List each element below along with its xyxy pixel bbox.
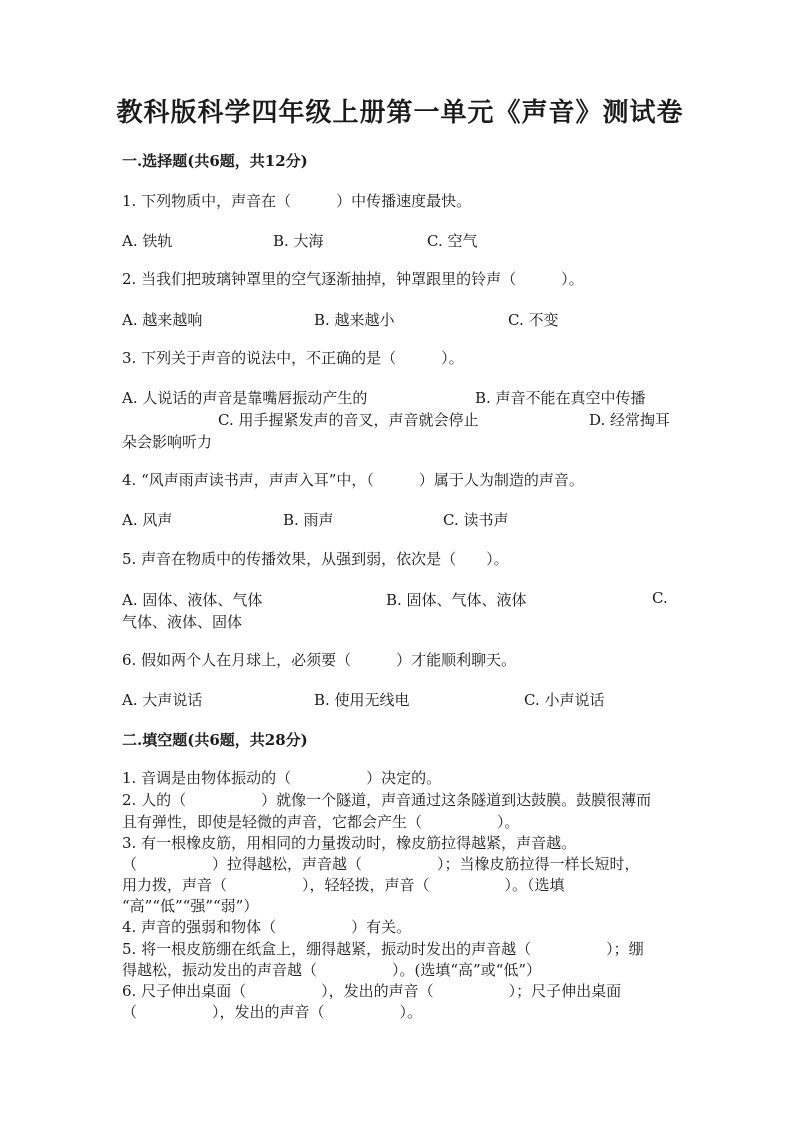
q6-option-c: C. 小声说话	[524, 691, 605, 709]
q5-option-c: C.	[652, 589, 668, 607]
q2-option-b: B. 越来越小	[314, 311, 395, 329]
fill-line-6: 用力拨，声音（ ），轻轻拨，声音（ ）。（选填	[122, 876, 565, 894]
fill-line-11: 6. 尺子伸出桌面（ ），发出的声音（ ）；尺子伸出桌面	[122, 982, 622, 1000]
q1-option-c: C. 空气	[427, 232, 478, 250]
fill-line-8: 4. 声音的强弱和物体（ ）有关。	[122, 918, 412, 936]
question-1: 1. 下列物质中，声音在（ ）中传播速度最快。	[122, 192, 472, 210]
q4-option-a: A. 风声	[122, 511, 173, 529]
question-5: 5. 声音在物质中的传播效果，从强到弱，依次是（ ）。	[122, 550, 509, 568]
q2-option-a: A. 越来越响	[122, 311, 203, 329]
q6-option-b: B. 使用无线电	[314, 691, 410, 709]
question-4: 4. “风声雨声读书声，声声入耳”中，（ ）属于人为制造的声音。	[122, 471, 584, 489]
q5-option-c-continued: 气体、液体、固体	[122, 613, 243, 631]
q3-option-b: B. 声音不能在真空中传播	[475, 389, 646, 407]
q3-option-c: C. 用手握紧发声的音叉，声音就会停止	[218, 411, 479, 429]
page-title: 教科版科学四年级上册第一单元《声音》测试卷	[116, 98, 684, 128]
fill-line-12: （ ），发出的声音（ ）。	[122, 1003, 423, 1021]
fill-line-9: 5. 将一根皮筋绷在纸盒上，绷得越紧，振动时发出的声音越（ ）；绷	[122, 940, 644, 958]
q3-option-d: D. 经常掏耳	[589, 411, 671, 429]
question-6: 6. 假如两个人在月球上，必须要（ ）才能顺利聊天。	[122, 651, 517, 669]
q3-option-d-continued: 朵会影响听力	[122, 433, 213, 451]
section-heading-choice: 一.选择题(共6题，共12分)	[122, 152, 308, 170]
fill-line-4: 3. 有一根橡皮筋，用相同的力量拨动时，橡皮筋拉得越紧，声音越。	[122, 834, 577, 852]
q3-option-a: A. 人说话的声音是靠嘴唇振动产生的	[122, 389, 368, 407]
question-3: 3. 下列关于声音的说法中，不正确的是（ ）。	[122, 349, 464, 367]
fill-line-10: 得越松，振动发出的声音越（ ）。(选填“高”或“低”）	[122, 961, 542, 979]
q5-option-b: B. 固体、气体、液体	[386, 591, 527, 609]
q1-option-b: B. 大海	[273, 232, 324, 250]
fill-line-5: （ ）拉得越松，声音越（ ）；当橡皮筋拉得一样长短时，	[122, 855, 640, 873]
q2-option-c: C. 不变	[508, 311, 559, 329]
q5-option-a: A. 固体、液体、气体	[122, 591, 263, 609]
fill-line-1: 1. 音调是由物体振动的（ ）决定的。	[122, 769, 442, 787]
q1-option-a: A. 铁轨	[122, 232, 173, 250]
question-2: 2. 当我们把玻璃钟罩里的空气逐渐抽掉，钟罩跟里的铃声（ ）。	[122, 270, 584, 288]
fill-line-3: 且有弹性，即使是轻微的声音，它都会产生（ ）。	[122, 813, 520, 831]
section-heading-fill: 二.填空题(共6题，共28分)	[122, 731, 308, 749]
q4-option-c: C. 读书声	[443, 511, 509, 529]
q4-option-b: B. 雨声	[283, 511, 334, 529]
q6-option-a: A. 大声说话	[122, 691, 203, 709]
fill-line-2: 2. 人的（ ）就像一个隧道，声音通过这条隧道到达鼓膜。鼓膜很薄而	[122, 791, 652, 809]
fill-line-7: “高”“低”“强”“弱”）	[122, 897, 259, 915]
